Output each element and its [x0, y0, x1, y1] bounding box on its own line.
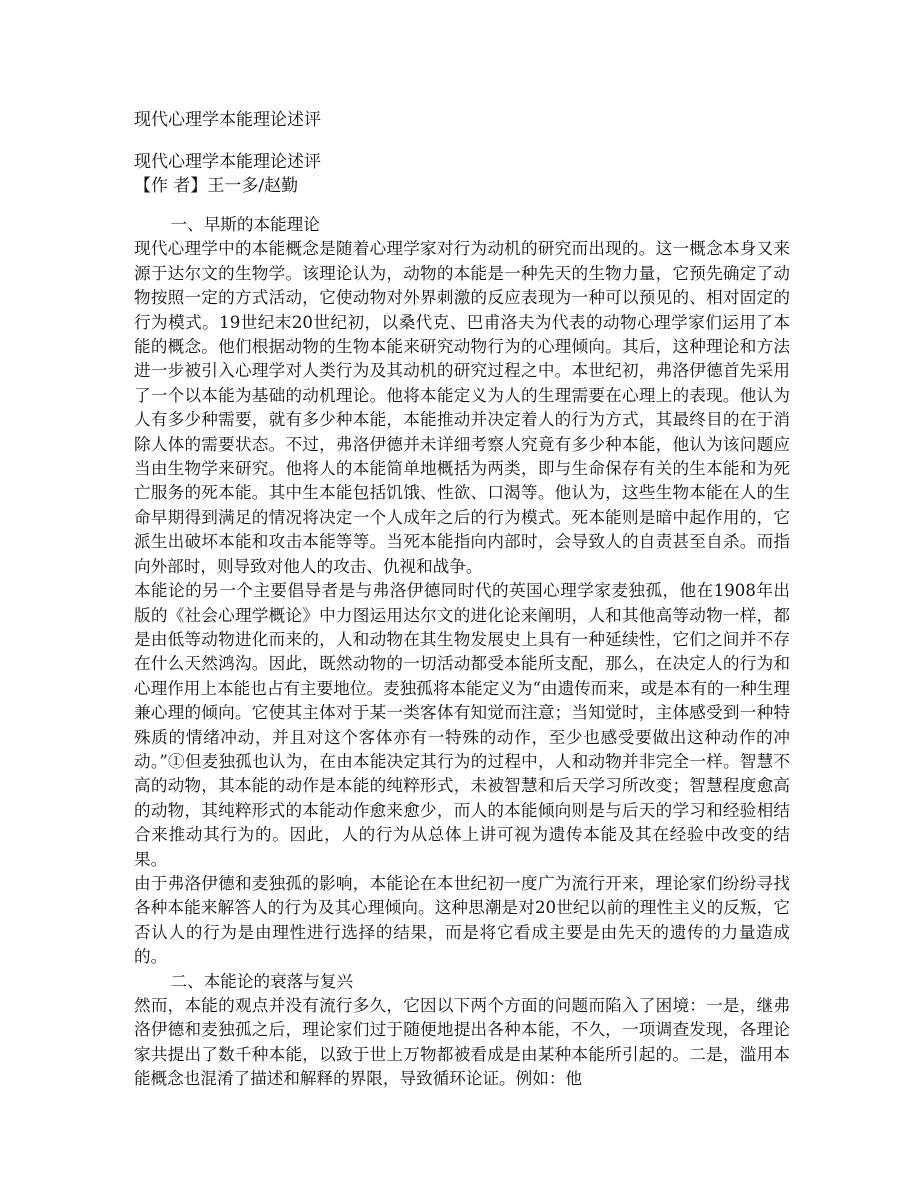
- paragraph-4: 然而，本能的观点并没有流行多久，它因以下两个方面的问题而陷入了困境：一是，继弗洛伊德和麦独孤之后，理论家们过于随便地提出各种本能，不久，一项调查发现，各理论家共提出了数千种本能，以致于世上万物都被看成是由某种本能所引起的。二是，滥用本能概念也混淆了描述和解释的界限，导致循环论证。例如：他: [134, 996, 790, 1089]
- section-heading-1: 一、早斯的本能理论: [170, 215, 320, 234]
- paragraph-3: 由于弗洛伊德和麦独孤的影响，本能论在本世纪初一度广为流行开来，理论家们纷纷寻找各种本能来解答人的行为及其心理倾向。这种思潮是对20世纪以前的理性主义的反叛，它否认人的行为是由理性进行选择的结果，而是将它看成主要是由先天的遗传的力量造成的。: [134, 873, 790, 967]
- author-line: 【作 者】王一多/赵勤: [134, 176, 299, 196]
- article-header: [134, 150, 321, 198]
- paragraph-1: 现代心理学中的本能概念是随着心理学家对行为动机的研究而出现的。这一概念本身又来源于达尔文的生物学。该理论认为，动物的本能是一种先天的生物力量，它预先确定了动物按照一定的方式活动，它使动物对外界刺激的反应表现为一种可以预见的、相对固定的行为模式。19世纪末20世纪初，以桑代克、巴甫洛夫为代表的动物心理学家们运用了本能的概念。他们根据动物的生物本能来研究动物行为的心理倾向。其后，这种理论和方法进一步被引入心理学对人类行为及其动机的研究过程之中。本世纪初，弗洛伊德首先采用了一个以本能为基础的动机理论。他将本能定义为人的生理需要在心理上的表现。他认为人有多少种需要，就有多少种本能，本能推动并决定着人的行为方式，其最终目的在于消除人体的需要状态。不过，弗洛伊德并未详细考察人究竟有多少种本能，他认为该问题应当由生物学来研究。他将人的本能简单地概括为两类，即与生命保存有关的生本能和为死亡服务的死本能。其中生本能包括饥饿、性欲、口渴等。他认为，这些生物本能在人的生命早期得到满足的情况将决定一个人成年之后的行为模式。死本能则是暗中起作用的，它派生出破坏本能和攻击本能等等。当死本能指向内部时，会导致人的自责甚至自杀。而指向外部时，则导致对他人的攻击、仇视和战争。: [134, 239, 790, 576]
- article-title: 现代心理学本能理论述评: [134, 152, 321, 172]
- article-body: [134, 213, 790, 1092]
- section-heading-2: 二、本能论的衰落与复兴: [170, 971, 354, 991]
- paragraph-2: 本能论的另一个主要倡导者是与弗洛伊德同时代的英国心理学家麦独孤，他在1908年出版的《社会心理学概论》中力图运用达尔文的进化论来阐明，人和其他高等动物一样，都是由低等动物进化而来的，人和动物在其生物发展史上具有一种延续性，它们之间并不存在什么天然鸿沟。因此，既然动物的一切活动都受本能所支配，那么，在决定人的行为和心理作用上本能也占有主要地位。麦独孤将本能定义为“由遗传而来，或是本有的一种生理兼心理的倾向。它使其主体对于某一类客体有知觉而注意；当知觉时，主体感受到一种特殊质的情绪冲动，并且对这个客体亦有一特殊的动作，至少也感受要做出这种动作的冲动。”①但麦独孤也认为，在由本能决定其行为的过程中，人和动物并非完全一样。智慧不高的动物，其本能的动作是本能的纯粹形式，未被智慧和后天学习所改变；智慧程度愈高的动物，其纯粹形式的本能动作愈来愈少，而人的本能倾向则是与后天的学习和经验相结合来推动其行为的。因此，人的行为从总体上讲可视为遗传本能及其在经验中改变的结果。: [134, 581, 790, 869]
- document-top-title: 现代心理学本能理论述评: [134, 110, 321, 130]
